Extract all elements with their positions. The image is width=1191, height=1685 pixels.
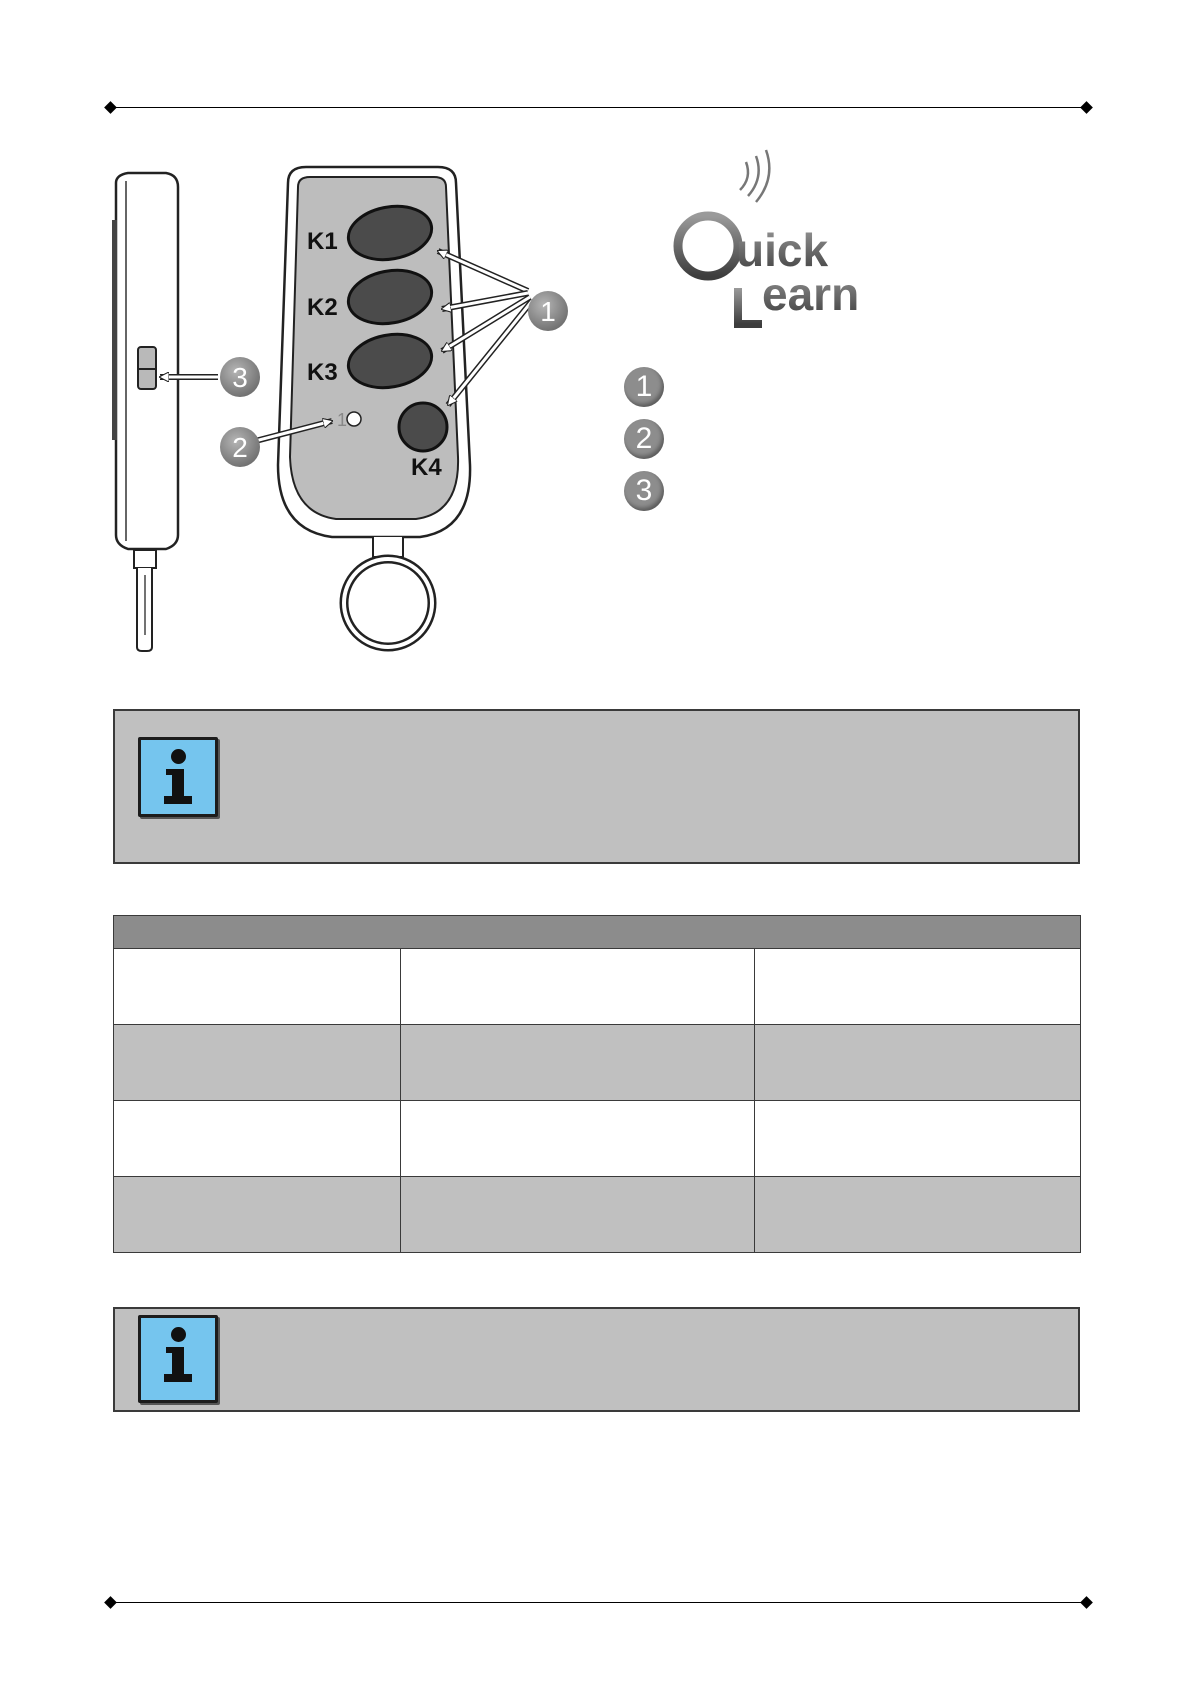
quick-learn-logo: [670, 148, 900, 328]
callout-1: [528, 291, 568, 331]
table-cell: [114, 1101, 401, 1177]
bottom-rule-left-diamond: [104, 1596, 117, 1609]
table-cell: [755, 1177, 1081, 1253]
table-cell: [401, 949, 755, 1025]
remote-illustration: [100, 165, 620, 655]
k4-button: [399, 403, 447, 451]
legend-number-3: 3: [624, 471, 664, 511]
info-icon: [138, 737, 218, 817]
table-row: [114, 1101, 1081, 1177]
svg-text:2: 2: [232, 432, 248, 463]
table-cell: [755, 1025, 1081, 1101]
top-rule-right-diamond: [1080, 101, 1093, 114]
table-cell: [401, 1101, 755, 1177]
callout-2: [220, 427, 260, 467]
table-header: [114, 916, 1081, 949]
table-row: [114, 949, 1081, 1025]
bottom-rule-right-diamond: [1080, 1596, 1093, 1609]
legend-number-1: 1: [624, 367, 664, 407]
table-row: [114, 1025, 1081, 1101]
table-cell: [755, 1101, 1081, 1177]
signal-waves-icon: [740, 150, 769, 202]
table-cell: [401, 1025, 755, 1101]
led-indicator: [347, 412, 361, 426]
info-note-box-1: [113, 709, 1080, 864]
bottom-rule: [110, 1602, 1086, 1603]
info-note-box-2: [113, 1307, 1080, 1412]
logo-line1: uick: [736, 224, 829, 276]
top-rule-left-diamond: [104, 101, 117, 114]
k3-label: K3: [307, 359, 338, 386]
table-cell: [755, 949, 1081, 1025]
table-cell: [114, 1025, 401, 1101]
logo-line2: earn: [762, 268, 860, 320]
table-cell: [401, 1177, 755, 1253]
k4-label: K4: [411, 454, 442, 481]
spec-table: [113, 915, 1081, 1253]
k2-label: K2: [307, 294, 338, 321]
remote-side-view: [112, 173, 178, 651]
svg-text:3: 3: [232, 362, 248, 393]
table-cell: [114, 949, 401, 1025]
table-row: [114, 1177, 1081, 1253]
legend-number-2: 2: [624, 419, 664, 459]
top-rule: [110, 107, 1086, 108]
led-marker: 1: [337, 410, 348, 430]
table-cell: [114, 1177, 401, 1253]
info-icon: [138, 1315, 218, 1403]
k1-label: K1: [307, 228, 338, 255]
remote-front-view: [278, 167, 470, 647]
callout-3: [220, 357, 260, 397]
svg-text:1: 1: [540, 296, 556, 327]
